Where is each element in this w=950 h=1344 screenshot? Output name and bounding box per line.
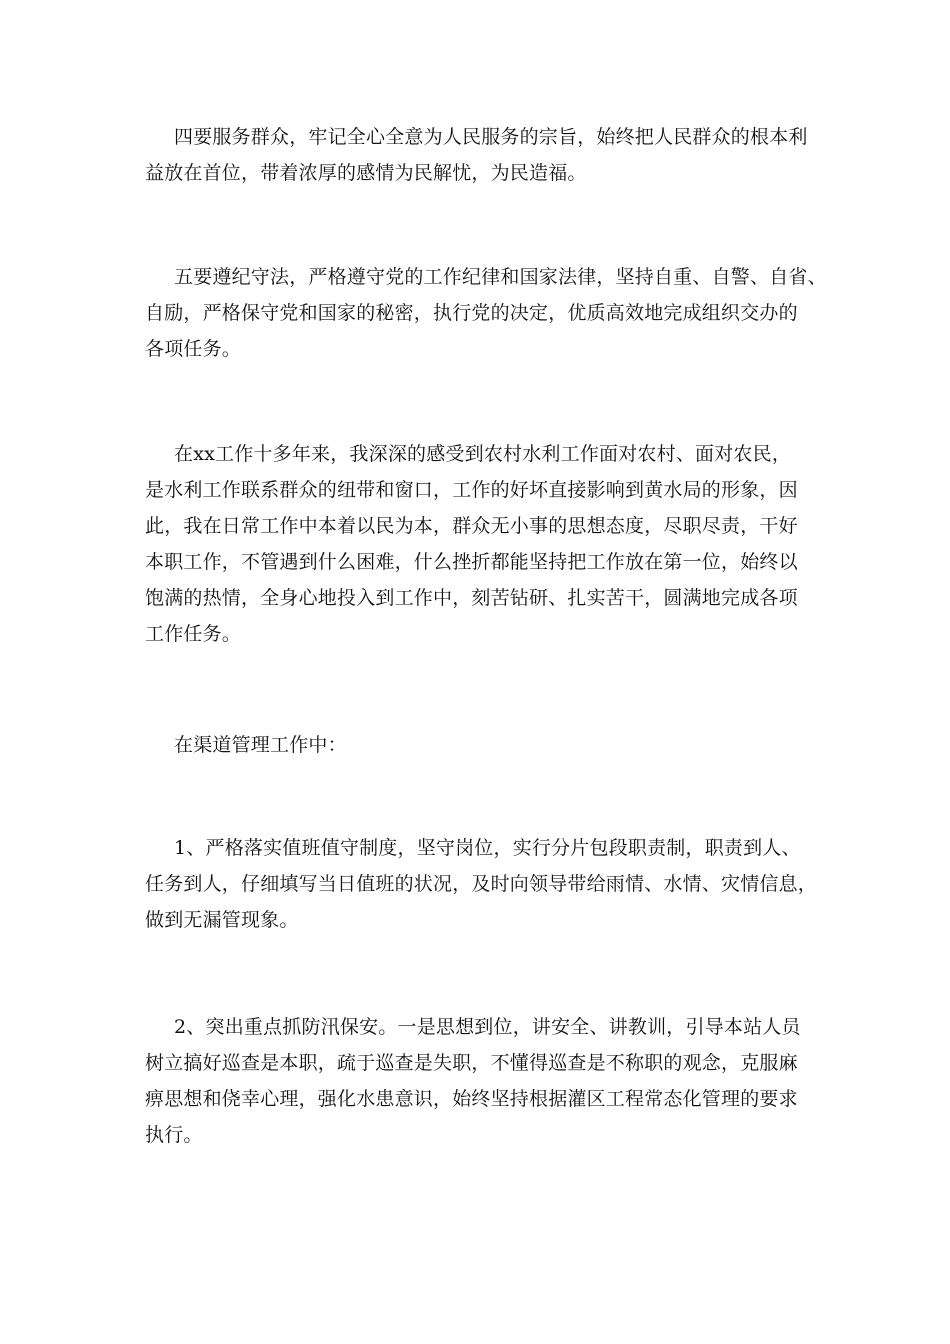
paragraph-line: 益放在首位，带着浓厚的感情为民解忧，为民造福。: [145, 162, 587, 184]
paragraph-line: 执行。: [145, 1124, 203, 1146]
paragraph-obey-law: [145, 259, 825, 367]
paragraph-line: 在渠道管理工作中：: [174, 734, 347, 756]
paragraph-line: 自励，严格保守党和国家的秘密，执行党的决定，优质高效地完成组织交办的: [145, 302, 798, 324]
paragraph-item-1: [145, 830, 825, 938]
paragraph-line: 1、严格落实值班值守制度，坚守岗位，实行分片包段职责制，职责到人、: [174, 837, 801, 859]
paragraph-work-experience: [145, 436, 825, 652]
paragraph-channel-management-heading: [145, 727, 825, 763]
paragraph-serve-masses: [145, 119, 825, 191]
paragraph-line: 任务到人，仔细填写当日值班的状况，及时向领导带给雨情、水情、灾情信息，: [145, 873, 818, 895]
paragraph-line: 在xx工作十多年来，我深深的感受到农村水利工作面对农村、面对农民，: [174, 443, 792, 465]
paragraph-line: 做到无漏管现象。: [145, 909, 299, 931]
paragraph-line: 各项任务。: [145, 338, 242, 360]
paragraph-line: 四要服务群众，牢记全心全意为人民服务的宗旨，始终把人民群众的根本利: [174, 126, 808, 148]
paragraph-line: 工作任务。: [145, 623, 242, 645]
paragraph-item-2: [145, 1009, 825, 1153]
paragraph-line: 痹思想和侥幸心理，强化水患意识，始终坚持根据灌区工程常态化管理的要求: [145, 1088, 798, 1110]
paragraph-line: 本职工作，不管遇到什么困难，什么挫折都能坚持把工作放在第一位，始终以: [145, 551, 798, 573]
paragraph-line: 树立搞好巡查是本职，疏于巡查是失职，不懂得巡查是不称职的观念，克服麻: [145, 1052, 798, 1074]
paragraph-line: 饱满的热情，全身心地投入到工作中，刻苦钻研、扎实苦干，圆满地完成各项: [145, 587, 798, 609]
paragraph-line: 是水利工作联系群众的纽带和窗口，工作的好坏直接影响到黄水局的形象，因: [145, 479, 798, 501]
paragraph-line: 2、突出重点抓防汛保安。一是思想到位，讲安全、讲教训，引导本站人员: [174, 1016, 801, 1038]
paragraph-line: 五要遵纪守法，严格遵守党的工作纪律和国家法律，坚持自重、自警、自省、: [174, 266, 827, 288]
paragraph-line: 此，我在日常工作中本着以民为本，群众无小事的思想态度，尽职尽责，干好: [145, 515, 798, 537]
